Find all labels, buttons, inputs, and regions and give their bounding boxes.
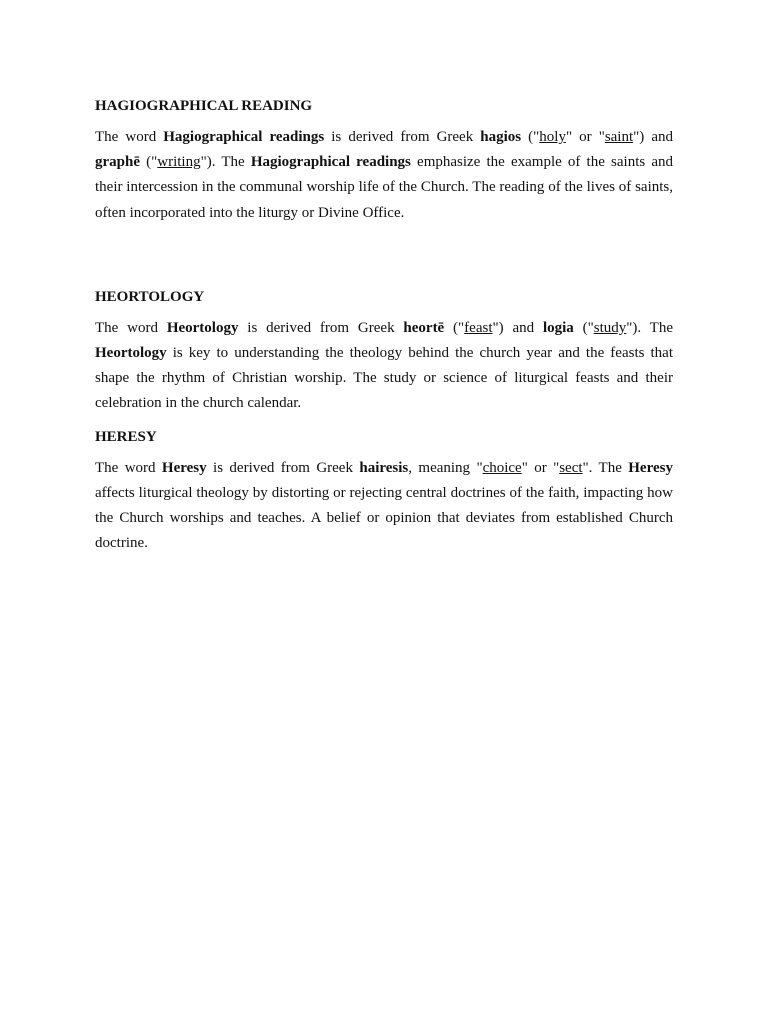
bold-term: hairesis (359, 459, 409, 476)
text-run: is derived from Greek (238, 319, 404, 336)
text-run: (" (573, 319, 594, 336)
text-run: ") and (633, 129, 673, 145)
text-run: The word (95, 459, 162, 476)
section-paragraph (95, 125, 673, 226)
text-run: The word (95, 129, 164, 145)
text-run: affects liturgical theology by distorting or rejecting central doctrines of the faith, impacting how the Church worships and teaches. A belief or opinion that deviates from established Church doctrine. (95, 484, 673, 552)
section-heortology (95, 287, 673, 417)
section-heresy (95, 427, 673, 557)
underlined-term: choice (482, 459, 522, 476)
section-heading: HERESY (95, 428, 157, 445)
underlined-term: saint (604, 129, 634, 145)
bold-term: Heresy (628, 459, 673, 476)
underlined-term: study (593, 319, 627, 336)
text-run: is derived from Greek (324, 129, 481, 145)
text-run: , meaning " (408, 459, 483, 476)
text-run: The word (95, 319, 167, 336)
text-run: (" (140, 154, 158, 171)
bold-term: logia (542, 319, 574, 336)
bold-term: Heresy (161, 459, 207, 476)
text-run: (" (521, 129, 540, 145)
section-paragraph (95, 456, 673, 557)
bold-term: Heortology (166, 319, 239, 336)
text-run: ". The (582, 459, 629, 476)
text-run: ") and (492, 319, 543, 336)
bold-term: Hagiographical readings (163, 129, 325, 145)
section-paragraph (95, 316, 673, 417)
text-run: (" (444, 319, 465, 336)
document-page (95, 96, 673, 556)
bold-term: Heortology (95, 345, 167, 362)
text-run: " or " (565, 129, 605, 145)
underlined-term: sect (559, 459, 583, 476)
section-heading: HAGIOGRAPHICAL READING (95, 98, 313, 114)
text-run: emphasize the example of the saints and their intercession in the communal worship life of the Church. The reading of the lives of saints, often incorporated into the liturgy or Divine Office. (95, 154, 673, 221)
underlined-term: writing (157, 154, 201, 171)
bold-term: hagios (480, 129, 522, 145)
text-run: is key to understanding the theology behind the church year and the feasts that shape the rhythm of Christian worship. The study or science of liturgical feasts and their celebration in the church calendar. (95, 345, 673, 412)
bold-term: heortē (403, 319, 445, 336)
underlined-term: feast (464, 319, 493, 336)
text-run: "). The (200, 154, 251, 171)
text-run: "). The (626, 319, 673, 336)
bold-term: graphē (95, 154, 140, 171)
text-run: is derived from Greek (206, 459, 360, 476)
section-heading: HEORTOLOGY (95, 288, 205, 305)
text-run: " or " (521, 459, 560, 476)
section-hagiographical-reading (95, 96, 673, 226)
underlined-term: holy (539, 129, 566, 145)
bold-term: Hagiographical readings (250, 154, 411, 171)
